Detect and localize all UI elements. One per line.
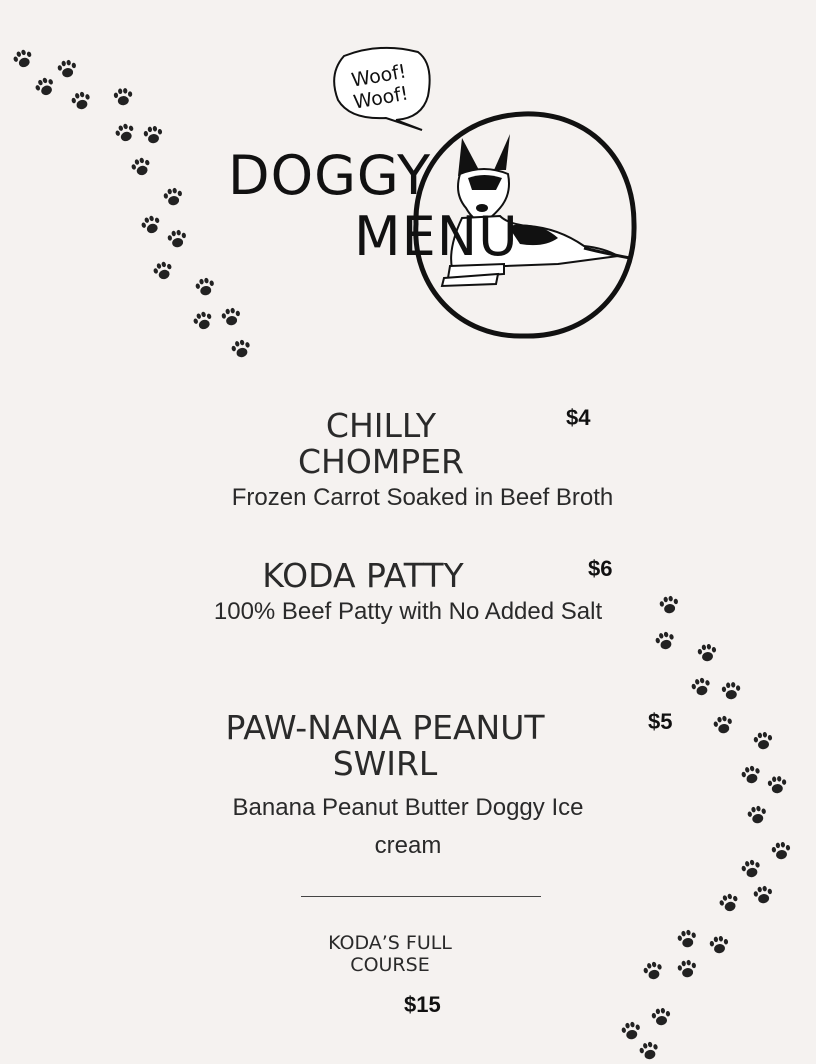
menu-item-price: $5: [648, 709, 673, 734]
paw-print-icon: [141, 123, 166, 148]
menu-title-line1: DOGGY: [228, 144, 432, 207]
menu-item-description: 100% Beef Patty with No Added Salt: [213, 598, 603, 625]
paw-print-icon: [744, 802, 770, 828]
paw-print-icon: [68, 88, 95, 115]
paw-print-icon: [54, 56, 79, 81]
paw-print-icon: [652, 628, 679, 655]
paw-print-icon: [769, 839, 794, 864]
paw-print-icon: [640, 958, 667, 985]
paw-print-icon: [30, 72, 59, 101]
paw-print-icon: [715, 889, 743, 917]
paw-print-icon: [189, 307, 217, 335]
full-course-name: KODA’S FULL COURSE: [328, 932, 452, 976]
paw-print-icon: [751, 729, 776, 754]
paw-print-icon: [710, 712, 736, 738]
paw-print-icon: [750, 882, 775, 907]
paw-print-icon: [111, 119, 139, 147]
svg-text:Woof!: Woof!: [351, 82, 411, 114]
divider: [301, 896, 541, 897]
menu-title-line2: MENU: [354, 205, 519, 268]
paw-print-icon: [111, 85, 135, 109]
svg-text:Woof!: Woof!: [349, 60, 409, 92]
paw-print-icon: [127, 153, 155, 181]
full-course-price: $15: [404, 992, 441, 1017]
paw-print-icon: [618, 1018, 644, 1044]
paw-print-icon: [656, 592, 681, 617]
menu-item-name: CHILLY CHOMPER: [298, 406, 464, 481]
paw-print-icon: [137, 211, 165, 239]
paw-print-icon: [9, 45, 37, 73]
paw-print-icon: [649, 1005, 674, 1030]
paw-print-icon: [738, 762, 765, 789]
paw-print-icon: [707, 933, 732, 958]
paw-print-icon: [164, 226, 189, 251]
paw-print-icon: [695, 641, 720, 666]
paw-print-icon: [688, 674, 715, 701]
paw-print-icon: [228, 336, 255, 363]
menu-item-description: Frozen Carrot Soaked in Beef Broth: [231, 484, 614, 511]
paw-print-icon: [765, 773, 789, 797]
paw-print-icon: [738, 856, 765, 883]
paw-print-icon: [674, 926, 700, 952]
paw-print-icon: [149, 257, 177, 285]
menu-item-price: $4: [566, 405, 591, 430]
paw-print-icon: [192, 274, 218, 300]
paw-print-icon: [636, 1038, 663, 1064]
paw-print-icon: [719, 679, 743, 703]
menu-item-name: KODA PATTY: [262, 556, 464, 595]
paw-print-icon: [218, 304, 243, 329]
menu-item-price: $6: [588, 556, 613, 581]
menu-item-name: PAW-NANA PEANUT SWIRL: [225, 708, 545, 783]
menu-item-description: Banana Peanut Butter Doggy Ice cream: [232, 794, 584, 859]
paw-print-icon: [160, 184, 185, 209]
paw-print-icon: [674, 956, 699, 981]
